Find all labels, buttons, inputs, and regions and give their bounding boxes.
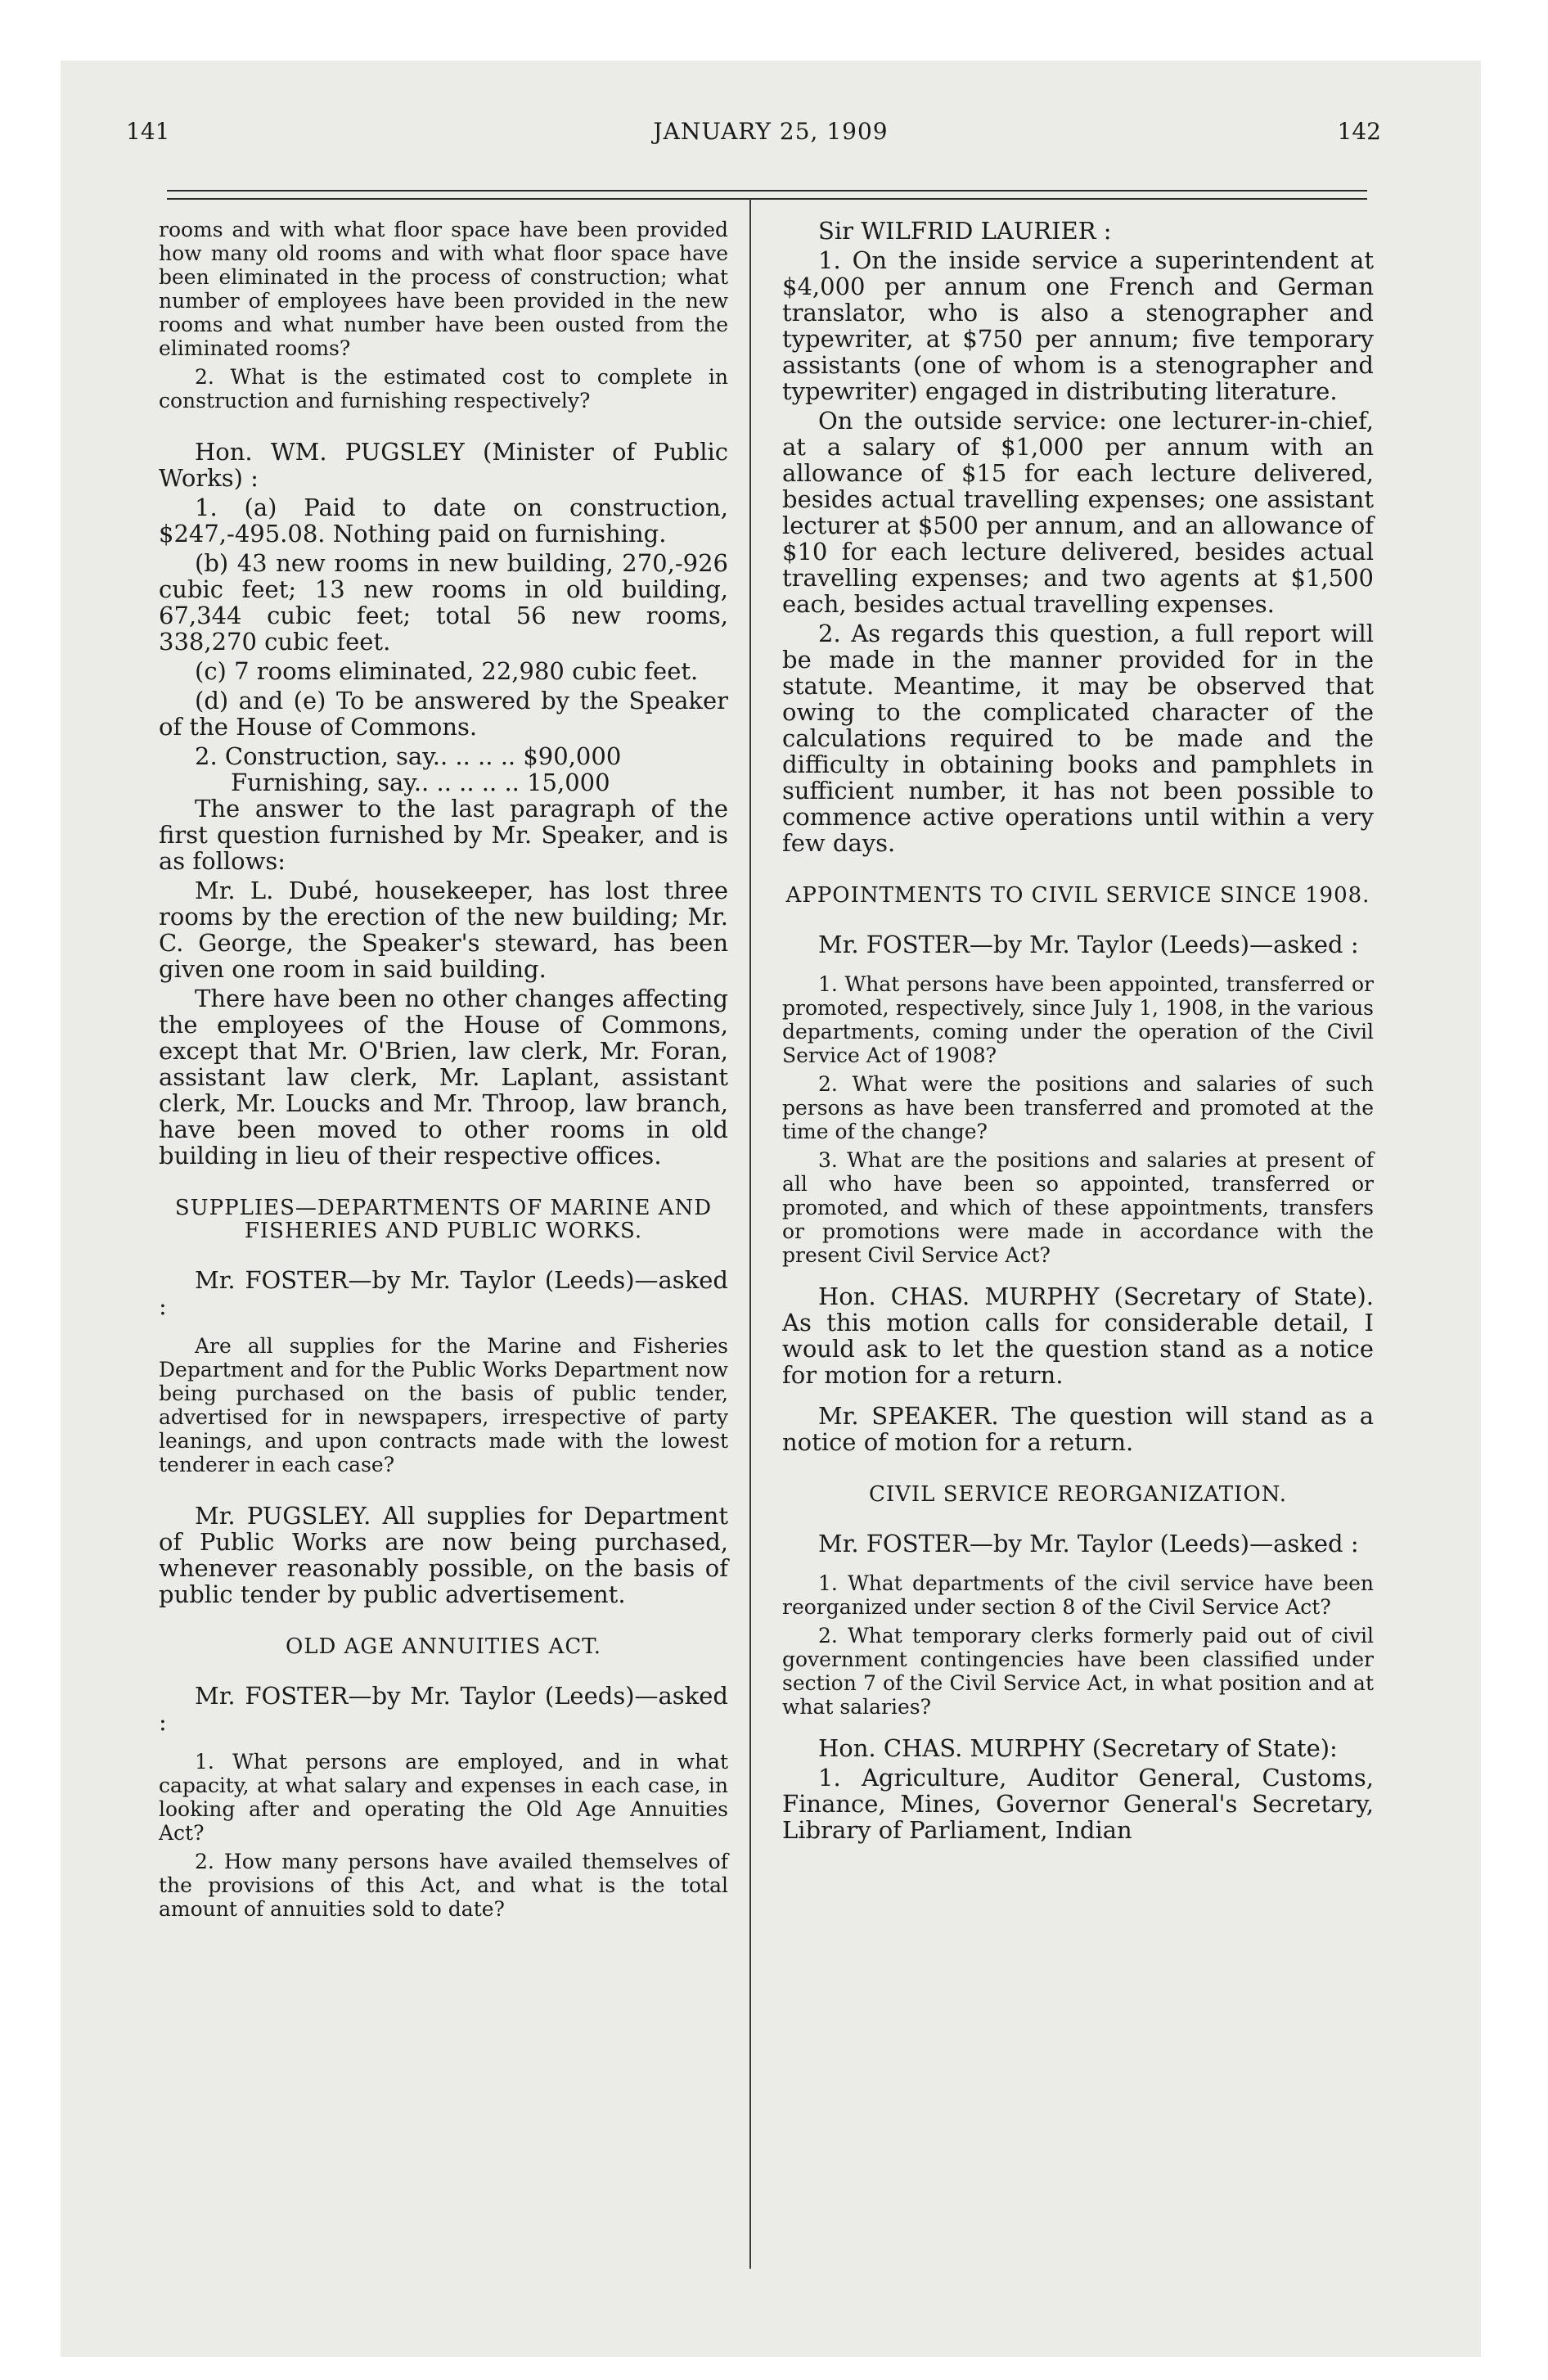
answer-1b: (b) 43 new rooms in new building, 270,-926 cubic feet; 13 new rooms in old building, 67,344 cubic feet; total 56 new rooms, 338,270 cubic feet. <box>159 549 728 656</box>
running-title: JANUARY 25, 1909 <box>653 118 889 145</box>
question-appointments-2: 2. What were the positions and salaries of such persons as have been transferred and promoted at the time of the change? <box>782 1072 1374 1143</box>
answer-agriculture: 1. Agriculture, Auditor General, Customs, Finance, Mines, Governor General's Secretary, Library of Parliament, Indian <box>782 1764 1374 1844</box>
answer-murphy-1: Hon. CHAS. MURPHY (Secretary of State). As this motion calls for considerable detail, I would ask to let the question stand as a notice for motion for a return. <box>782 1282 1374 1389</box>
question-cost: 2. What is the estimated cost to complete in construction and furnishing respectively? <box>159 365 728 412</box>
answer-2-furnishing: Furnishing, say.. .. .. .. .. 15,000 <box>231 769 610 796</box>
speaker-foster-1: Mr. FOSTER—by Mr. Taylor (Leeds)—asked : <box>159 1266 728 1320</box>
speaker-pugsley: Hon. WM. PUGSLEY (Minister of Public Works) : <box>159 438 728 492</box>
question-reorg-2: 2. What temporary clerks formerly paid out of civil government contingencies have been classified under section 7 of the Civil Service Act, in what position and at what salaries? <box>782 1624 1374 1719</box>
header-rule-bottom <box>167 198 1367 200</box>
answer-2-construction: 2. Construction, say.. .. .. .. $90,000 <box>195 742 622 770</box>
answer-no-changes: There have been no other changes affecting the employees of the House of Commons, except that Mr. O'Brien, law clerk, Mr. Foran, assistant law clerk, Mr. Laplant, assistant clerk, Mr. Loucks and Mr. Throop, law branch, have been moved to other rooms in old building in lieu of their respective offices. <box>159 985 728 1170</box>
question-appointments-3: 3. What are the positions and salaries at present of all who have been so appointed, transferred or promoted, and which of these appointments, transfers or promotions were made in accordance with the present Civil Service Act? <box>782 1148 1374 1267</box>
question-supplies: Are all supplies for the Marine and Fisheries Department and for the Public Works Department now being purchased on the basis of public tender, advertised for in newspapers, irrespective of party leanings, and upon contracts made with the lowest tenderer in each case? <box>159 1334 728 1476</box>
speaker-speaker: Mr. SPEAKER. The question will stand as a notice of motion for a return. <box>782 1402 1374 1456</box>
left-column <box>159 218 728 1926</box>
heading-reorganization: CIVIL SERVICE REORGANIZATION. <box>868 1482 1288 1507</box>
answer-pugsley-supplies: Mr. PUGSLEY. All supplies for Department of Public Works are now being purchased, whenever reasonably possible, on the basis of public tender by public advertisement. <box>159 1502 728 1608</box>
page-number-right: 142 <box>1337 118 1381 145</box>
question-old-age-1: 1. What persons are employed, and in what capacity, at what salary and expenses in each case, in looking after and operating the Old Age Annuities Act? <box>159 1750 728 1845</box>
question-rooms: rooms and with what floor space have been provided how many old rooms and with what floor space have been eliminated in the process of construction; what number of employees have been provided in the new rooms and what number have been ousted from the eliminated rooms? <box>159 218 728 360</box>
heading-appointments: APPOINTMENTS TO CIVIL SERVICE SINCE 1908. <box>785 883 1370 908</box>
answer-outside-service: On the outside service: one lecturer-in-chief, at a salary of $1,000 per annum with an allowance of $15 for each lecture delivered, besides actual travelling expenses; one assistant lecturer at $500 per annum, and an allowance of $10 for each lecture delivered, besides actual travelling expenses; and two agents at $1,500 each, besides actual travelling expenses. <box>782 407 1374 618</box>
speaker-murphy-2: Hon. CHAS. MURPHY (Secretary of State): <box>818 1734 1338 1762</box>
column-divider <box>749 198 751 2269</box>
page <box>61 61 1481 2357</box>
answer-regards: 2. As regards this question, a full report will be made in the manner provided for in the statute. Meantime, it may be observed that owing to the complicated character of the calculations required to be made and the difficulty in obtaining books and pamphlets in sufficient number, it has not been possible to commence active operations until within a very few days. <box>782 620 1374 857</box>
answer-intro: The answer to the last paragraph of the first question furnished by Mr. Speaker, and is as follows: <box>159 795 728 875</box>
question-appointments-1: 1. What persons have been appointed, transferred or promoted, respectively, since July 1, 1908, in the various departments, coming under the operation of the Civil Service Act of 1908? <box>782 972 1374 1067</box>
answer-1c: (c) 7 rooms eliminated, 22,980 cubic feet. <box>195 657 699 685</box>
heading-old-age: OLD AGE ANNUITIES ACT. <box>285 1634 602 1659</box>
speaker-foster-4: Mr. FOSTER—by Mr. Taylor (Leeds)—asked : <box>818 1530 1359 1557</box>
heading-supplies: SUPPLIES—DEPARTMENTS OF MARINE AND FISHERIES AND PUBLIC WORKS. <box>174 1196 713 1243</box>
right-column <box>782 218 1374 1846</box>
answer-inside-service: 1. On the inside service a superintendent at $4,000 per annum one French and German translator, who is also a stenographer and typewriter, at $750 per annum; five temporary assistants (one of whom is a stenographer and typewriter) engaged in distributing literature. <box>782 246 1374 405</box>
page-header <box>61 118 1481 151</box>
speaker-laurier: Sir WILFRID LAURIER : <box>818 217 1112 245</box>
header-rule-top <box>167 190 1367 192</box>
speaker-foster-2: Mr. FOSTER—by Mr. Taylor (Leeds)—asked : <box>159 1682 728 1736</box>
page-number-left: 141 <box>126 118 170 145</box>
answer-dube: Mr. L. Dubé, housekeeper, has lost three rooms by the erection of the new building; Mr. C. George, the Speaker's steward, has been given one room in said building. <box>159 877 728 983</box>
answer-1de: (d) and (e) To be answered by the Speaker of the House of Commons. <box>159 687 728 741</box>
question-old-age-2: 2. How many persons have availed themselves of the provisions of this Act, and what is the total amount of annuities sold to date? <box>159 1850 728 1921</box>
speaker-foster-3: Mr. FOSTER—by Mr. Taylor (Leeds)—asked : <box>818 931 1359 958</box>
question-reorg-1: 1. What departments of the civil service have been reorganized under section 8 of the Civil Service Act? <box>782 1571 1374 1619</box>
answer-1a: 1. (a) Paid to date on construction, $247,-495.08. Nothing paid on furnishing. <box>159 494 728 548</box>
